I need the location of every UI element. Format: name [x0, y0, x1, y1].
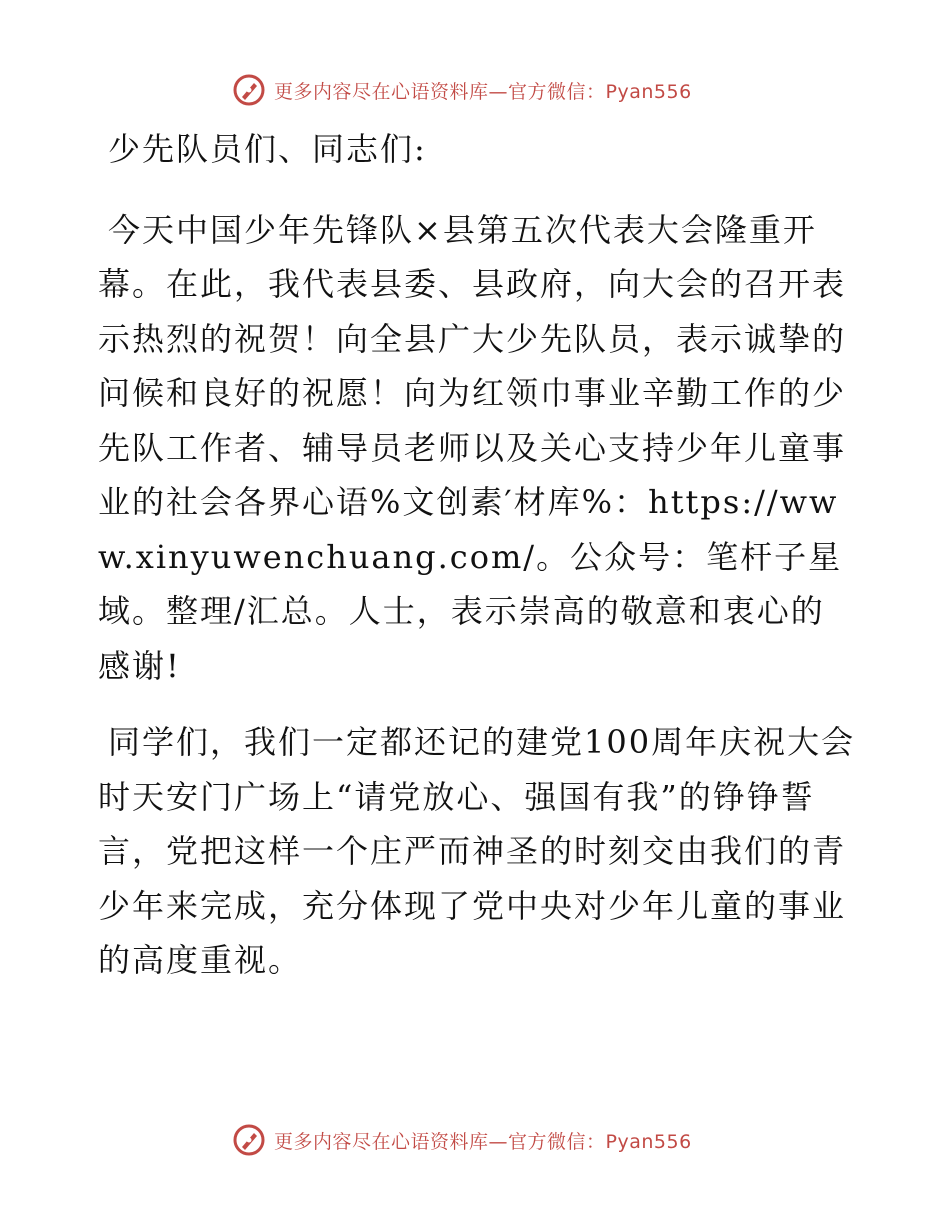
paragraph-1: 今天中国少年先锋队×县第五次代表大会隆重开幕。在此，我代表县委、县政府，向大会的召开表示热烈的祝贺！向全县广大少先队员，表示诚挚的问候和良好的祝愿！向为红领巾事业辛勤工作的少先队工作者、辅导员老师以及关心支持少年儿童事业的社会各界心语%文创素′材库%：https://www.xinyuwenchuang.com/。公众号：笔杆子星域。整理/汇总。人士，表示崇高的敬意和衷心的感谢!	[98, 210, 847, 685]
header-watermark	[232, 70, 732, 110]
watermark-text: 更多内容尽在心语资料库—官方微信：Pyan556	[274, 1130, 692, 1153]
footer-watermark	[232, 1120, 732, 1160]
paragraph-2: 同学们，我们一定都还记的建党100周年庆祝大会时天安门广场上“请党放心、强国有我”的铮铮誓言，党把这样一个庄严而神圣的时刻交由我们的青少年来完成，充分体现了党中央对少年儿童的事业的高度重视。	[98, 723, 856, 979]
greeting: 少先队员们、同志们:	[108, 130, 427, 168]
fountain-pen-circle-icon	[232, 1123, 266, 1157]
document-body	[98, 122, 858, 1010]
fountain-pen-circle-icon	[232, 73, 266, 107]
watermark-text: 更多内容尽在心语资料库—官方微信：Pyan556	[274, 80, 692, 103]
